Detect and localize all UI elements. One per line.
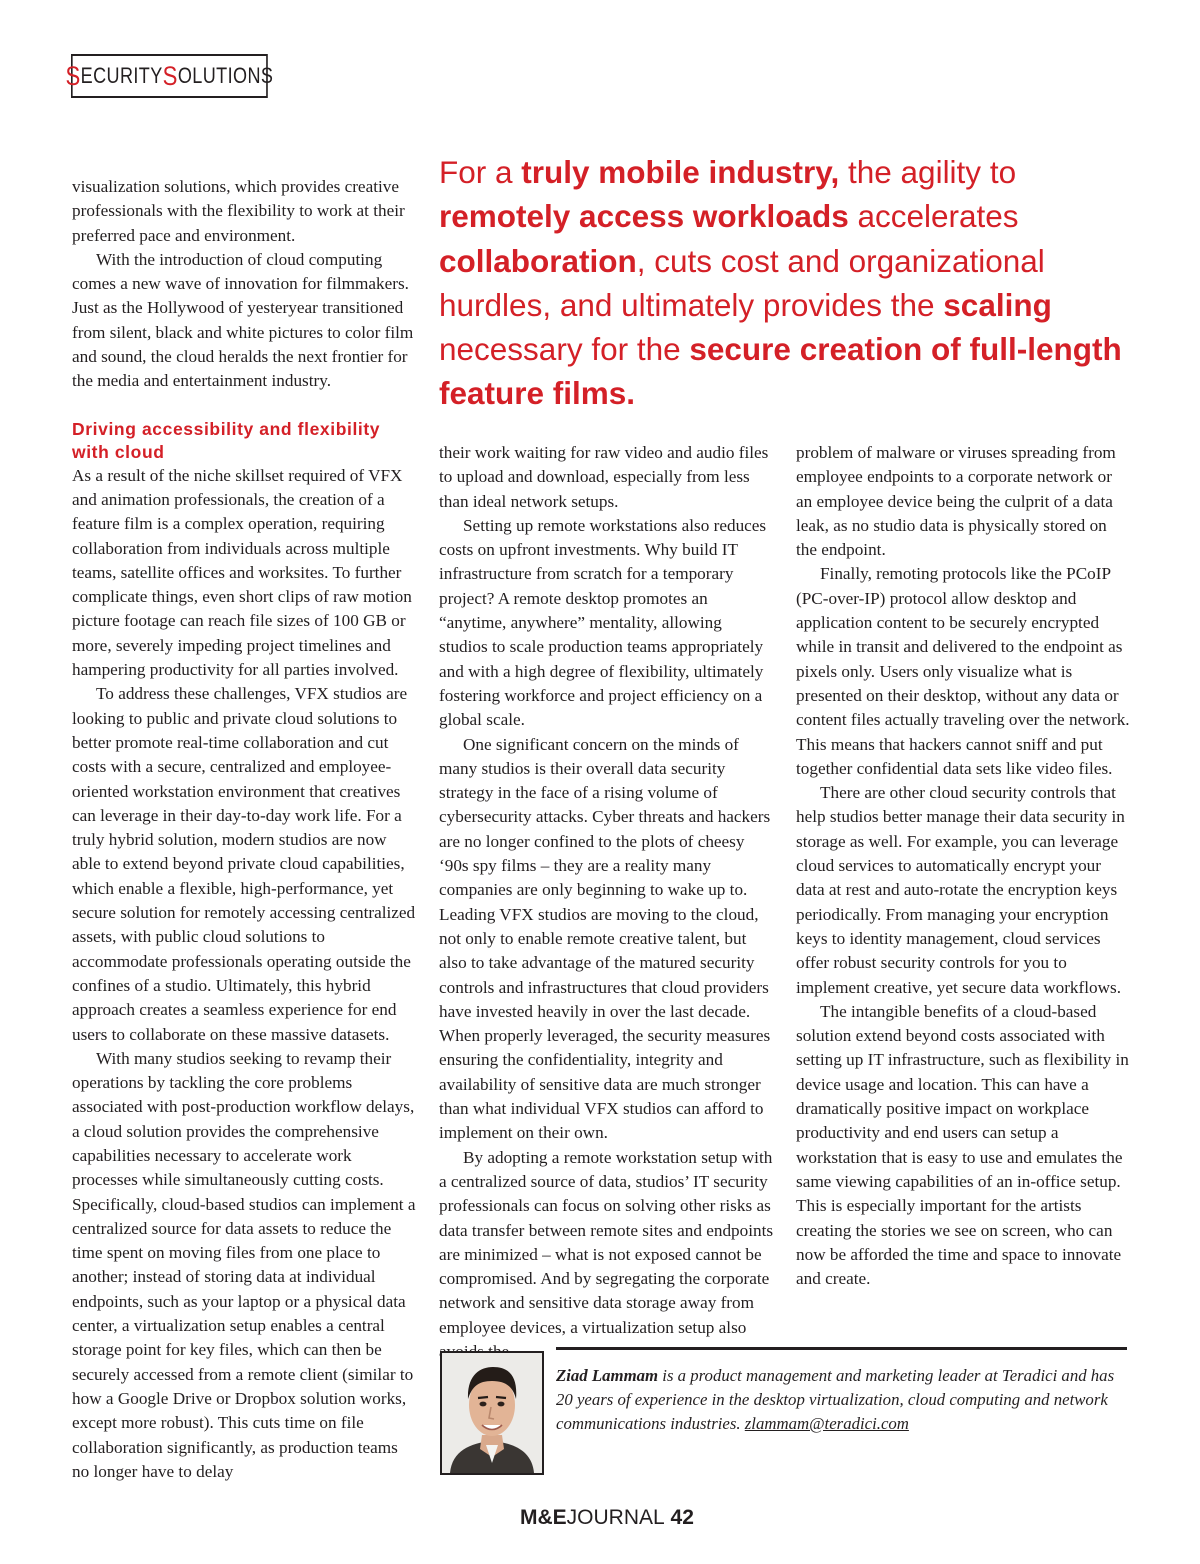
paragraph: By adopting a remote workstation setup with a centralized source of data, studios’ IT security professionals can focus on solving other risks as data transfer between remote sites and endpoints are minimized – what is not exposed cannot be compromised. And by segregating the corporate network and sensitive data storage away from employee devices, a virtualization setup also	[439, 1147, 774, 1337]
paragraph: Setting up remote workstations also reduces costs on upfront investments. Why build IT infrastructure from scratch for a temporary project? A remote desktop promotes an “anytime, anywhere” mentality, allowing studios to scale production teams appropriately and with a high degree of flexibility, ultimately fostering workforce and project efficiency on a global scale.	[439, 515, 767, 730]
author-portrait-icon	[442, 1353, 542, 1473]
pull-quote-emphasis: truly mobile industry,	[521, 154, 840, 190]
article-column-2	[439, 441, 774, 1364]
pull-quote-text: , cuts cost and organizational hurdles, and ultimately provides the	[439, 242, 1045, 323]
article-column-3	[796, 441, 1131, 1291]
paragraph: There are other cloud security controls that help studios better manage their data security in storage as well. For example, you can leverage cloud services to automatically encrypt your data at rest and auto-rotate the encryption keys periodically. From managing your encryption keys to identity management, cloud services offer robust security controls for you to implement creative, yet secure data workflows.	[796, 783, 1125, 997]
paragraph: To address these challenges, VFX studios are looking to public and private cloud solutions to better promote real-time collaboration and cut costs with a secure, centralized and employee-oriented workstation environment that creatives can leverage in their day-to-day work life. For a truly hybrid solution, modern studios are now able to extend beyond private cloud capabilities, which enable a flexible, high-performance, yet secure solution for remotely accessing centralized assets, with public cloud solutions to accommodate professionals operating outside the confines of a studio. Ultimately, this hybrid approach creates a seamless experience for end users to collaborate on these massive datasets.	[72, 684, 416, 1044]
journal-name: JOURNAL	[566, 1506, 665, 1529]
author-photo	[440, 1351, 544, 1475]
author-bio	[556, 1364, 1131, 1436]
section-tag	[65, 54, 274, 98]
paragraph: visualization solutions, which provides creative professionals with the flexibility to work at their preferred pace and environment.	[72, 177, 405, 245]
paragraph: The intangible benefits of a cloud-based solution extend beyond costs associated with setting up IT infrastructure, such as flexibility in device usage and location. This can have a dramatically positive impact on workplace productivity and end users can setup a workstation that is easy to use and emulates the same viewing capabilities of an in-office setup. This is especially important for the artists creating the stories we see on screen, who can now be afforded the time and space to innovate and create.	[796, 1001, 1129, 1289]
pull-quote-text: accelerates	[848, 198, 1019, 235]
pull-quote-emphasis: collaboration	[439, 242, 637, 279]
bio-divider	[556, 1347, 1127, 1350]
author-name: Ziad Lammam	[556, 1366, 659, 1385]
author-bio-text: is a product management and marketing leader at Teradici and has 20 years of experience in the desktop virtualization, cloud computing and network communications industries.	[556, 1366, 1115, 1433]
author-email-link[interactable]: zlammam@teradici.com	[744, 1414, 909, 1433]
article-column-1	[72, 175, 417, 1484]
page-footer	[520, 1506, 694, 1530]
page-number: 42	[664, 1506, 694, 1529]
section-word-1: ECURITY	[80, 63, 163, 88]
journal-brand: M&E	[520, 1506, 567, 1529]
paragraph: As a result of the niche skillset required of VFX and animation professionals, the creation of a feature film is a complex operation, requiring collaboration from individuals across multiple teams, satellite offices and worksites. To further complicate things, even short clips of raw motion picture footage can reach file sizes of 100 GB or more, severely impeding project timelines and hampering productivity for all parties involved.	[72, 465, 412, 680]
pull-quote-emphasis: secure creation of full-length feature films.	[439, 331, 1122, 412]
pull-quote	[439, 150, 1139, 416]
pull-quote-text: necessary for the	[439, 331, 690, 368]
paragraph: With the introduction of cloud computing comes a new wave of innovation for filmmakers. Just as the Hollywood of yesteryear transitioned from silent, black and white pictures to color film and sound, the cloud heralds the next frontier for the media and entertainment industry.	[72, 249, 414, 391]
paragraph: their work waiting for raw video and audio files to upload and download, especially from less than ideal network setups.	[439, 443, 769, 511]
section-word-2: OLUTIONS	[177, 63, 274, 88]
paragraph: One significant concern on the minds of many studios is their overall data security strategy in the face of a rising volume of cybersecurity attacks. Cyber threats and hackers are no longer confined to the plots of cheesy ‘90s spy films – they are a reality many companies are only beginning to wake up to. Leading VFX studios are moving to the cloud, not only to enable remote creative talent, but also to take advantage of the matured security controls and infrastructures that cloud providers have invested heavily in over the last decade. When properly leveraged, the security measures ensuring the confidentiality, integrity and availability of sensitive data are much stronger than what individual VFX studios can afford to implement on their own.	[439, 734, 771, 1143]
section-subheading: Driving accessibility and flexibility with cloud	[72, 418, 381, 462]
section-initial-2: S	[162, 60, 178, 91]
pull-quote-text: For a	[439, 154, 522, 190]
paragraph: Finally, remoting protocols like the PCoIP (PC-over-IP) protocol allow desktop and application content to be securely encrypted while in transit and delivered to the endpoint as pixels only. Users only visualize what is presented on their desktop, without any data or content files actually traveling over the network. This means that hackers cannot sniff and put together confidential data sets like video files.	[796, 564, 1130, 778]
pull-quote-emphasis: scaling	[943, 286, 1052, 323]
section-initial-1: S	[65, 60, 81, 91]
pull-quote-text: the agility to	[839, 154, 1017, 190]
pull-quote-emphasis: remotely access workloads	[439, 198, 849, 235]
paragraph: With many studios seeking to revamp their operations by tackling the core problems associated with post-production workflow delays, a cloud solution provides the comprehensive capabilities necessary to accelerate work processes while simultaneously cutting costs. Specifically, cloud-based studios can implement a centralized source for data assets to reduce the time spent on moving files from one place to another; instead of storing data at individual endpoints, such as your laptop or a physical data center, a virtualization setup enables a central storage point for key files, which can then be securely accessed from a remote client (similar to how a Google Drive or Dropbox solution works, except more robust). This cuts time on file collaboration significantly, as production teams no longer have to delay	[72, 1048, 416, 1481]
paragraph: problem of malware or viruses spreading from employee endpoints to a corporate network or an employee device being the culprit of a data leak, as no studio data is physically stored on the endpoint.	[796, 443, 1116, 560]
